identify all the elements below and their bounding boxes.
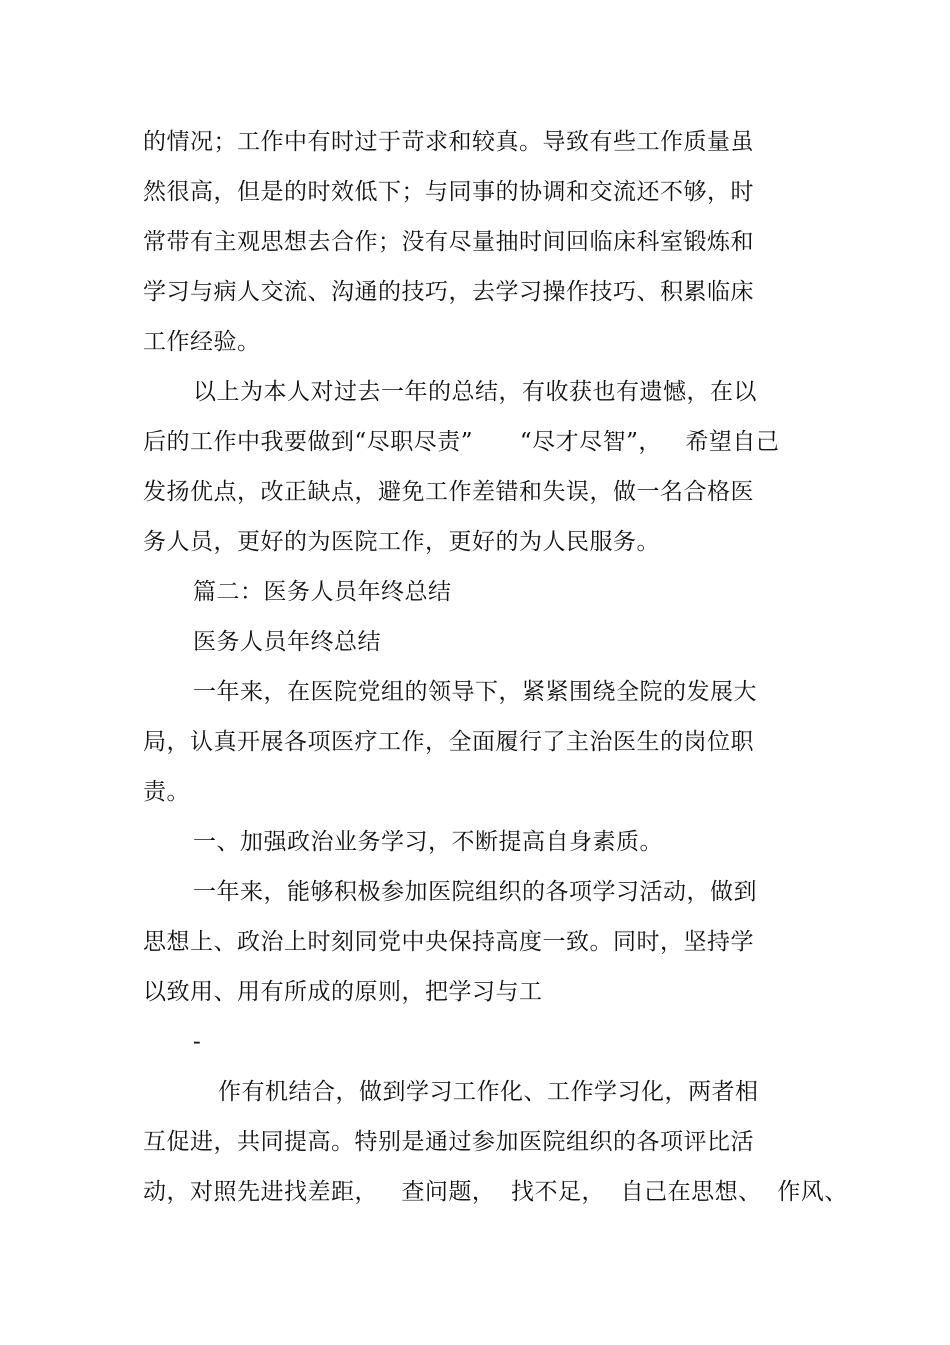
paragraph-line: 思想上、政治上时刻同党中央保持高度一致。同时，坚持学 <box>143 929 754 955</box>
paragraph-line: 互促进，共同提高。特别是通过参加医院组织的各项评比活 <box>143 1129 754 1155</box>
paragraph-line: 责。 <box>143 779 190 805</box>
section-heading: 篇二：医务人员年终总结 <box>193 579 452 605</box>
paragraph-line: 务人员，更好的为医院工作，更好的为人民服务。 <box>143 529 660 555</box>
paragraph-line: 的情况；工作中有时过于苛求和较真。导致有些工作质量虽 <box>143 129 754 155</box>
paragraph-line: 以上为本人对过去一年的总结，有收获也有遗憾，在以 <box>193 379 757 405</box>
paragraph-line: 一年来，在医院党组的领导下，紧紧围绕全院的发展大 <box>193 679 757 705</box>
paragraph-line: 学习与病人交流、沟通的技巧，去学习操作技巧、积累临床 <box>143 279 754 305</box>
page-break-mark: - <box>193 1029 202 1055</box>
paragraph-line: 发扬优点，改正缺点，避免工作差错和失误，做一名合格医 <box>143 479 754 505</box>
paragraph-line: 以致用、用有所成的原则，把学习与工 <box>143 979 543 1005</box>
paragraph-line: 然很高，但是的时效低下；与同事的协调和交流还不够，时 <box>143 179 754 205</box>
paragraph-line: 工作经验。 <box>143 329 261 355</box>
paragraph-line: 动，对照先进找差距， 查问题， 找不足， 自己在思想、 作风、 <box>143 1179 848 1205</box>
paragraph-line: 局，认真开展各项医疗工作，全面履行了主治医生的岗位职 <box>143 729 754 755</box>
paragraph-line: 后的工作中我要做到“尽职尽责” “尽才尽智”， 希望自己 <box>143 429 780 455</box>
paragraph-line: 一年来，能够积极参加医院组织的各项学习活动，做到 <box>193 879 757 905</box>
paragraph-line: 作有机结合，做到学习工作化、工作学习化，两者相 <box>218 1079 759 1105</box>
document-title: 医务人员年终总结 <box>193 629 381 655</box>
subsection-heading: 一、加强政治业务学习，不断提高自身素质。 <box>193 829 663 855</box>
paragraph-line: 常带有主观思想去合作；没有尽量抽时间回临床科室锻炼和 <box>143 229 754 255</box>
